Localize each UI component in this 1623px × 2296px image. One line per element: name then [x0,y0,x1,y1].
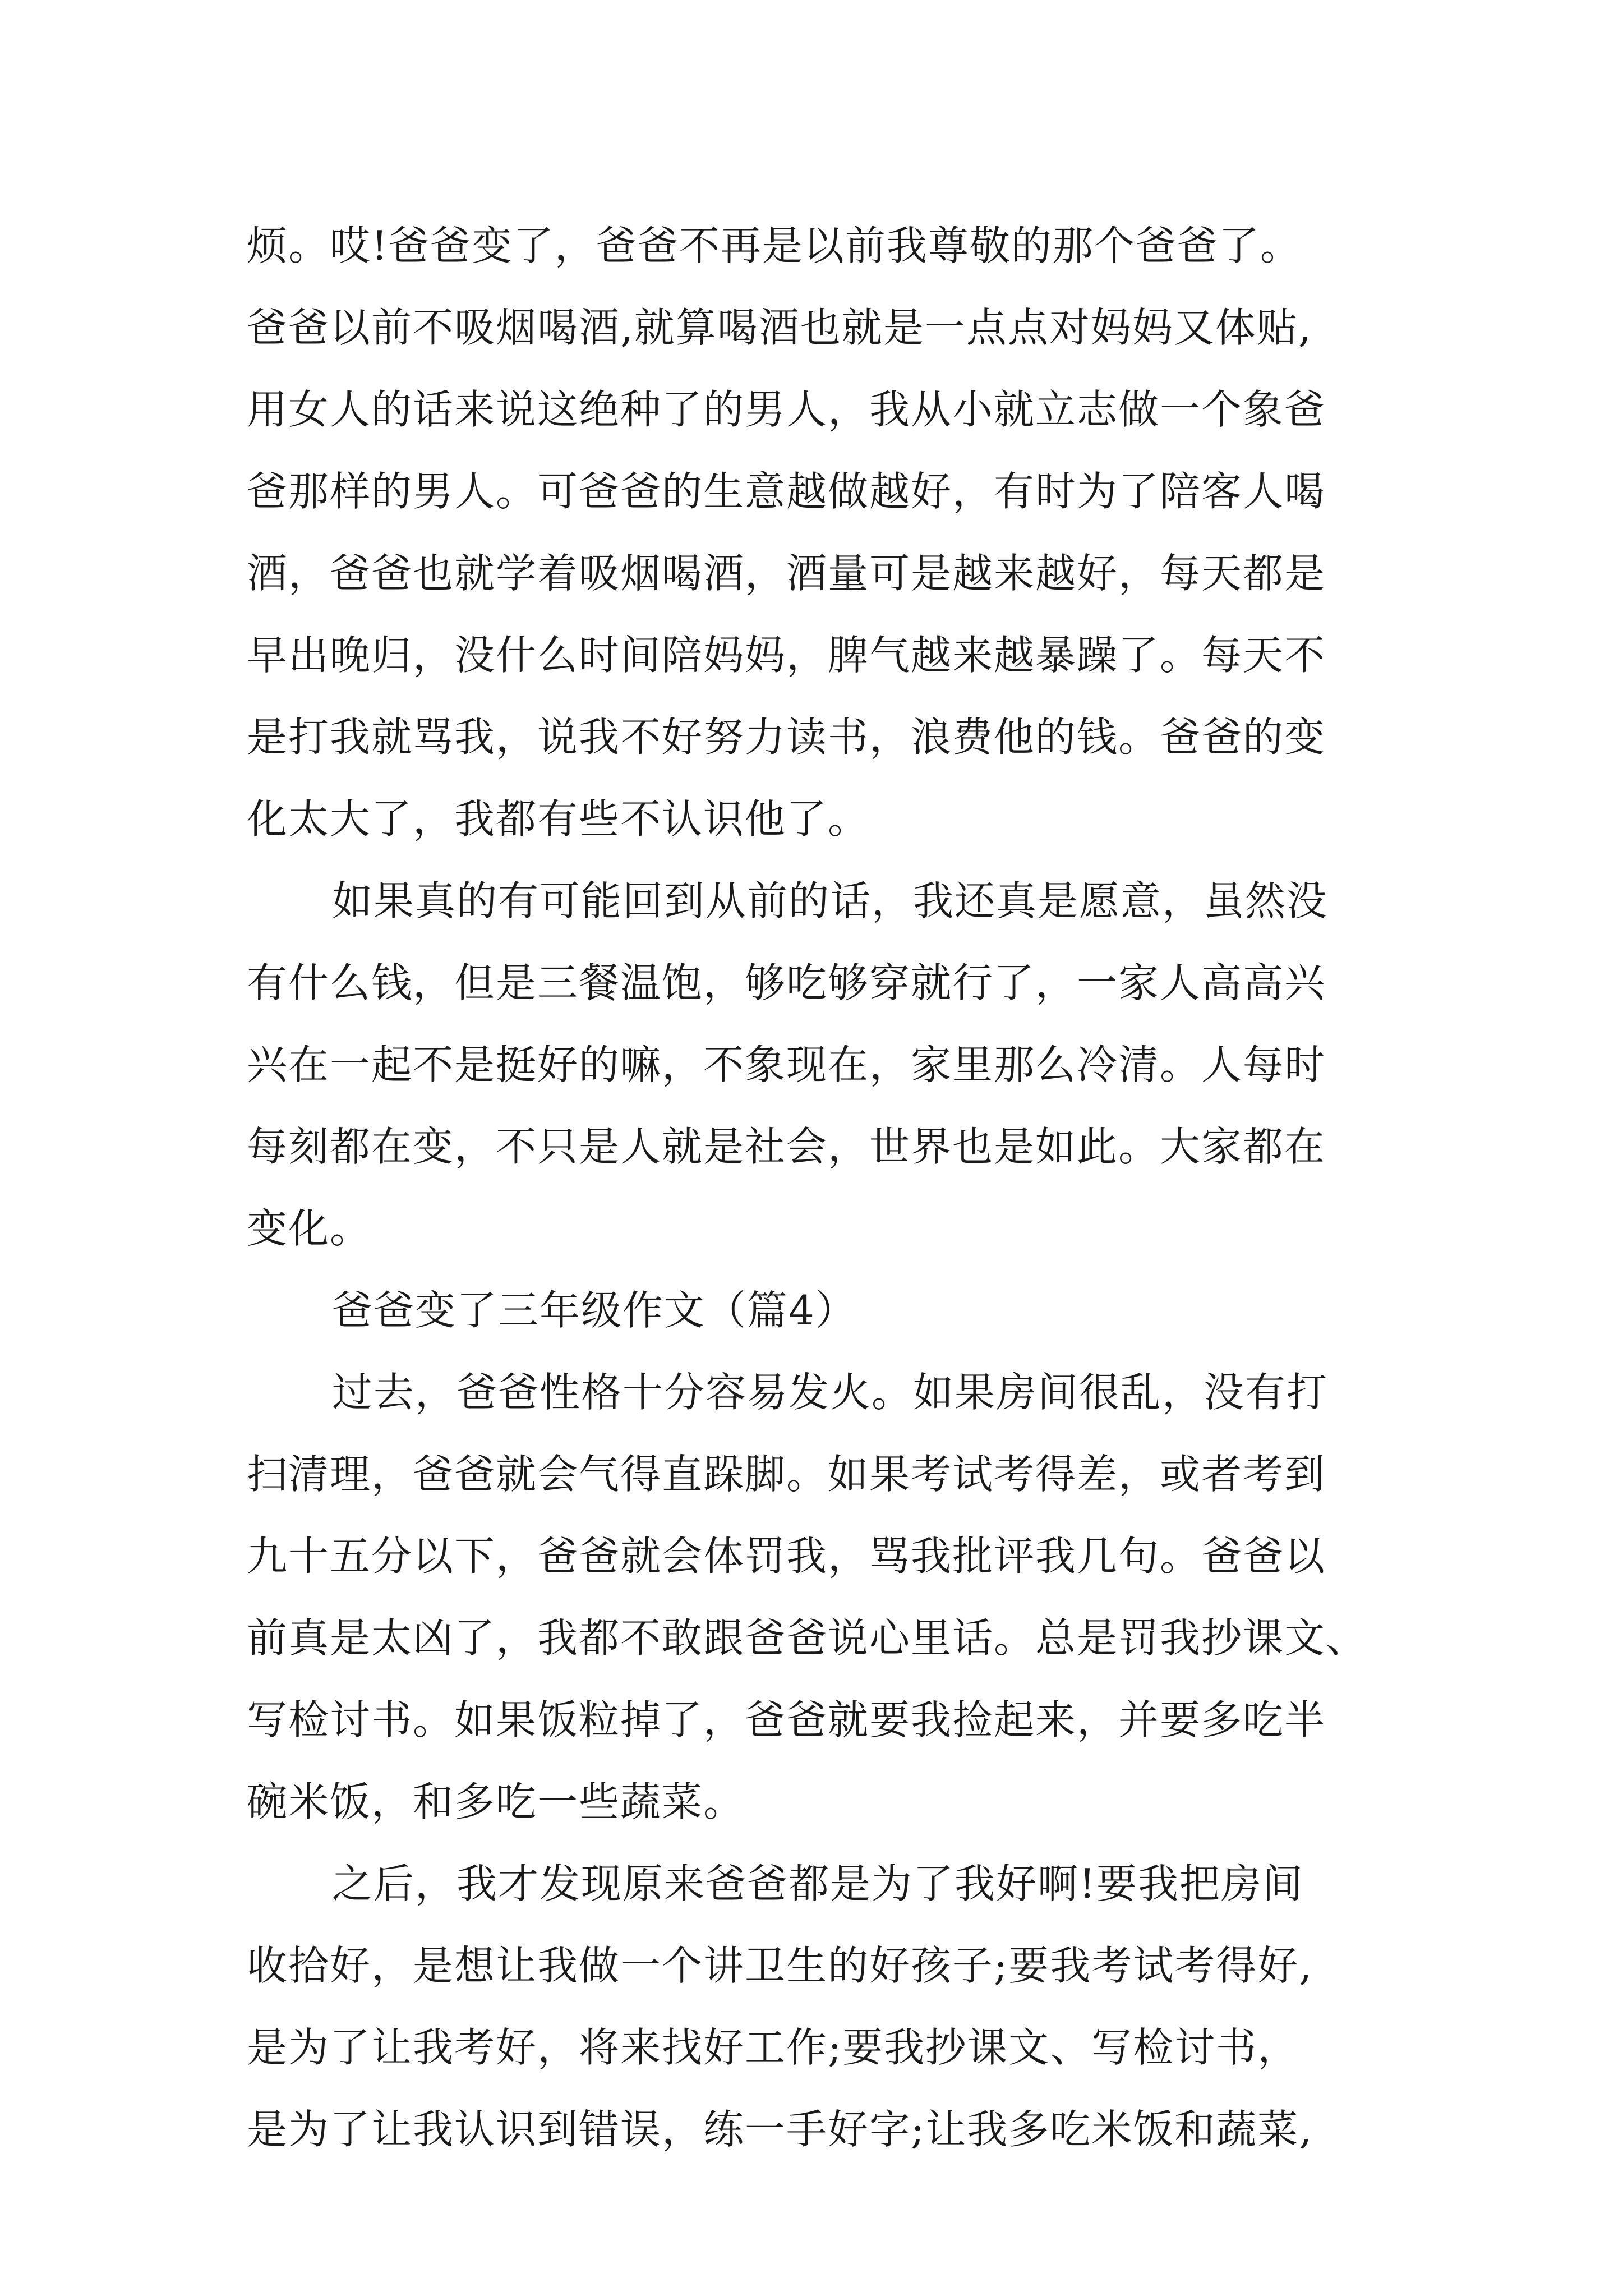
text-line: 烦。哎!爸爸变了，爸爸不再是以前我尊敬的那个爸爸了。 [247,222,1302,269]
essay-body [247,205,1402,2170]
text-line: 九十五分以下，爸爸就会体罚我，骂我批评我几句。爸爸以 [247,1533,1326,1580]
text-line: 收拾好，是想让我做一个讲卫生的好孩子;要我考试考得好, [247,1942,1313,1989]
text-line: 变化。 [247,1205,372,1252]
text-line: 化太大了，我都有些不认识他了。 [247,795,870,843]
text-line: 是打我就骂我，说我不好努力读书，浪费他的钱。爸爸的变 [247,714,1326,761]
text-line: 是为了让我认识到错误，练一手好字;让我多吃米饭和蔬菜, [247,2106,1313,2153]
text-line: 前真是太凶了，我都不敢跟爸爸说心里话。总是罚我抄课文、 [247,1614,1368,1662]
paragraph-first-line: 过去，爸爸性格十分容易发火。如果房间很乱，没有打 [332,1369,1329,1416]
text-line: 爸爸以前不吸烟喝酒,就算喝酒也就是一点点对妈妈又体贴, [247,304,1312,351]
text-line: 早出晚归，没什么时间陪妈妈，脾气越来越暴躁了。每天不 [247,632,1326,679]
text-line: 酒，爸爸也就学着吸烟喝酒，酒量可是越来越好，每天都是 [247,550,1326,597]
text-line: 爸那样的男人。可爸爸的生意越做越好，有时为了陪客人喝 [247,468,1326,515]
text-line: 用女人的话来说这绝种了的男人，我从小就立志做一个象爸 [247,386,1326,433]
text-line: 有什么钱，但是三餐温饱，够吃够穿就行了，一家人高高兴 [247,959,1326,1006]
paragraph-first-line: 之后，我才发现原来爸爸都是为了我好啊!要我把房间 [332,1860,1304,1907]
paragraph-first-line: 爸爸变了三年级作文（篇4） [332,1287,857,1334]
text-line: 是为了让我考好，将来找好工作;要我抄课文、写检讨书， [247,2024,1299,2071]
text-line: 每刻都在变，不只是人就是社会，世界也是如此。大家都在 [247,1123,1326,1170]
text-line: 碗米饭，和多吃一些蔬菜。 [247,1778,745,1825]
paragraph-first-line: 如果真的有可能回到从前的话，我还真是愿意，虽然没 [332,877,1329,924]
text-line: 写检讨书。如果饭粒掉了，爸爸就要我捡起来，并要多吃半 [247,1696,1326,1743]
text-line: 扫清理，爸爸就会气得直跺脚。如果考试考得差，或者考到 [247,1451,1326,1498]
text-line: 兴在一起不是挺好的嘛，不象现在，家里那么冷清。人每时 [247,1041,1326,1088]
